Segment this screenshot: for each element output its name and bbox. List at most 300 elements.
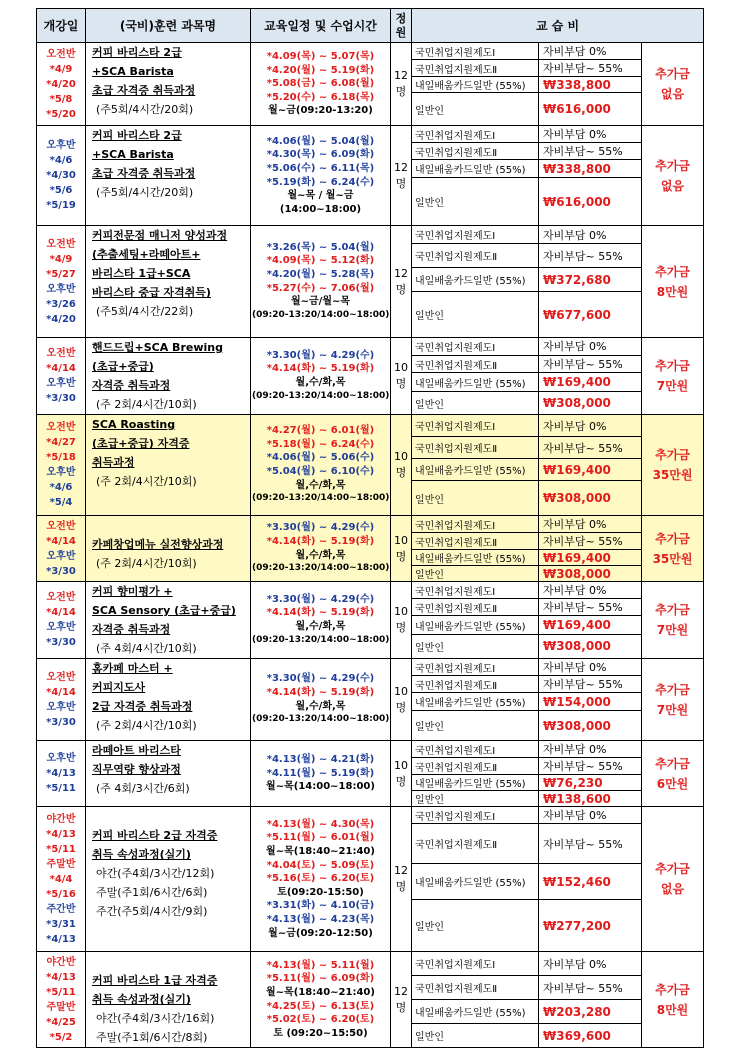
capacity xyxy=(391,415,412,516)
course-name-line: 커피 바리스타 1급 자격증 xyxy=(92,974,218,987)
start-dates xyxy=(37,338,86,415)
table-row xyxy=(37,338,704,356)
course-name-line: 카페창업메뉴 실전향상과정 xyxy=(92,538,224,551)
fee-amount: 자비부담 0% xyxy=(539,741,642,758)
extra-fee-line: 추가금 xyxy=(655,603,690,617)
fee-category: 국민취업지원제도Ⅱ xyxy=(412,60,539,77)
start-date: *4/13 xyxy=(46,933,76,945)
course-schedule xyxy=(251,43,391,126)
course-name-line: 직무역량 향상과정 xyxy=(92,763,181,776)
start-dates xyxy=(37,516,86,582)
header-course-name: (국비)훈련 과목명 xyxy=(86,9,251,43)
capacity xyxy=(391,582,412,659)
course-name xyxy=(86,807,251,952)
fee-amount: 자비부담 0% xyxy=(539,952,642,976)
fee-amount: 자비부담 0% xyxy=(539,43,642,60)
capacity-number: 10 xyxy=(394,533,408,547)
schedule-line: *4.20(월) ~ 5.19(화) xyxy=(266,64,375,76)
extra-fee-line: 추가금 xyxy=(655,756,690,771)
schedule-line: *4.11(월) ~ 5.19(화) xyxy=(266,767,375,779)
start-date: *4/6 xyxy=(49,482,73,493)
fee-category: 국민취업지원제도Ⅱ xyxy=(412,599,539,616)
course-name xyxy=(86,516,251,582)
extra-fee xyxy=(642,582,704,659)
extra-fee xyxy=(642,415,704,516)
start-date: *3/30 xyxy=(46,565,76,577)
course-name-line: (초급+중급) 자격증 xyxy=(92,437,190,450)
capacity-number: 10 xyxy=(394,758,408,772)
table-row xyxy=(37,659,704,676)
start-date: *4/9 xyxy=(49,253,73,265)
capacity-number: 12 xyxy=(394,69,408,82)
course-name-line: (주5회/4시간/20회) xyxy=(96,186,194,199)
schedule-line: *5.11(월) ~ 6.09(화) xyxy=(266,973,375,985)
extra-fee-line: 추가금 xyxy=(655,862,690,876)
schedule-line: *4.20(월) ~ 5.28(목) xyxy=(266,268,375,280)
fee-amount: 자비부담 0% xyxy=(539,226,642,244)
start-date: *5/16 xyxy=(46,888,76,900)
course-name-line: 바리스타 1급+SCA xyxy=(92,267,191,280)
fee-category: 내일배움카드일반 (55%) xyxy=(412,459,539,481)
schedule-line: *5.16(토) ~ 6.20(토) xyxy=(266,873,375,885)
start-date: *4/25 xyxy=(46,1016,76,1028)
fee-category: 내일배움카드일반 (55%) xyxy=(412,550,539,566)
table-row xyxy=(37,415,704,437)
start-date: *3/31 xyxy=(46,918,76,930)
fee-category: 국민취업지원제도Ⅰ xyxy=(412,952,539,976)
start-dates xyxy=(37,126,86,226)
schedule-line: *5.04(월) ~ 6.10(수) xyxy=(266,466,375,477)
course-name-line: (주 4회/3시간/6회) xyxy=(96,782,190,795)
extra-fee-line: 추가금 xyxy=(655,531,690,546)
fee-category: 국민취업지원제도Ⅱ xyxy=(412,676,539,693)
fee-category: 일반인 xyxy=(412,392,539,415)
fee-amount: ₩76,230 xyxy=(539,775,642,791)
schedule-line: *5.19(화) ~ 6.24(수) xyxy=(266,176,375,188)
schedule-line: *4.25(토) ~ 6.13(토) xyxy=(266,1000,375,1012)
fee-category: 국민취업지원제도Ⅱ xyxy=(412,143,539,160)
fee-category: 국민취업지원제도Ⅰ xyxy=(412,582,539,599)
course-name-line: (주5회/4시간/22회) xyxy=(96,305,194,318)
extra-fee-line: 없음 xyxy=(660,87,685,101)
schedule-line: *3.26(목) ~ 5.04(월) xyxy=(266,241,375,253)
extra-fee-line: 추가금 xyxy=(655,982,690,997)
course-name-line: (주5회/4시간/20회) xyxy=(96,103,194,116)
capacity-unit: 명 xyxy=(395,880,407,893)
fee-category: 국민취업지원제도Ⅱ xyxy=(412,355,539,373)
fee-amount: 자비부담 0% xyxy=(539,126,642,143)
schedule-line: *4.27(월) ~ 6.01(월) xyxy=(266,425,375,437)
table-row xyxy=(37,807,704,824)
start-date: *3/30 xyxy=(46,393,76,404)
schedule-line: (14:00~18:00) xyxy=(279,203,362,215)
course-name-line: SCA Sensory (초급+중급) xyxy=(92,604,236,617)
start-dates xyxy=(37,43,86,126)
course-name-line: 주말(주1회/6시간/8회) xyxy=(96,1031,208,1044)
extra-fee xyxy=(642,338,704,415)
fee-amount: ₩308,000 xyxy=(539,392,642,415)
table-row xyxy=(37,952,704,976)
fee-category: 내일배움카드일반 (55%) xyxy=(412,77,539,93)
header-start-date: 개강일 xyxy=(37,9,86,43)
fee-amount: 자비부담 0% xyxy=(539,582,642,599)
schedule-line: 월,수/화,목 xyxy=(295,549,346,561)
fee-amount: ₩616,000 xyxy=(539,93,642,126)
course-name xyxy=(86,952,251,1048)
schedule-line: *5.11(월) ~ 6.01(월) xyxy=(266,832,375,844)
course-name-line: 초급 자격증 취득과정 xyxy=(92,167,196,180)
fee-amount: ₩169,400 xyxy=(539,459,642,481)
capacity-number: 12 xyxy=(394,266,408,280)
capacity-unit: 명 xyxy=(395,774,407,788)
course-name-line: +SCA Barista xyxy=(92,148,174,161)
course-name xyxy=(86,415,251,516)
start-date: 야간반 xyxy=(46,813,76,825)
extra-fee xyxy=(642,659,704,741)
start-date: *5/11 xyxy=(46,986,76,998)
capacity-number: 10 xyxy=(394,684,408,698)
start-date: *4/14 xyxy=(46,535,76,547)
course-name-line: 커피 향미평가 + xyxy=(92,585,173,598)
start-date: 오전반 xyxy=(46,238,76,250)
extra-fee xyxy=(642,807,704,952)
schedule-line: *5.20(수) ~ 6.18(목) xyxy=(266,91,375,103)
capacity-unit: 명 xyxy=(395,700,407,714)
start-date: 오후반 xyxy=(46,622,76,633)
fee-amount: 자비부담~ 55% xyxy=(539,533,642,550)
start-date: 오후반 xyxy=(46,550,76,562)
start-date: *4/14 xyxy=(46,363,76,374)
course-name-line: 야간(주4회/3시간/16회) xyxy=(96,1012,215,1025)
fee-amount: ₩169,400 xyxy=(539,616,642,634)
schedule-line: (09:20-13:20/14:00~18:00) xyxy=(252,563,390,574)
course-name xyxy=(86,43,251,126)
capacity-number: 12 xyxy=(394,984,408,998)
fee-category: 내일배움카드일반 (55%) xyxy=(412,160,539,178)
start-date: 오전반 xyxy=(46,348,76,359)
fee-amount: 자비부담 0% xyxy=(539,807,642,824)
fee-category: 내일배움카드일반 (55%) xyxy=(412,1000,539,1024)
start-date: *4/13 xyxy=(46,768,76,779)
fee-amount: ₩154,000 xyxy=(539,693,642,711)
course-name-line: 취득과정 xyxy=(92,456,135,469)
start-date: *4/20 xyxy=(46,78,76,90)
course-name-line: 홈카페 마스터 + xyxy=(92,662,173,675)
extra-fee-line: 추가금 xyxy=(655,158,690,173)
course-name-line: 자격증 취득과정 xyxy=(92,623,171,636)
course-name-line: 바리스타 중급 자격취득) xyxy=(92,286,211,299)
extra-fee-line: 8만원 xyxy=(656,284,689,299)
course-name-line: 핸드드립+SCA Brewing xyxy=(92,341,223,354)
course-name-line: 야간(주4회/3시간/12회) xyxy=(96,867,215,880)
schedule-line: 월~금/월~목 xyxy=(290,296,351,308)
start-date: *5/20 xyxy=(46,108,76,120)
extra-fee xyxy=(642,126,704,226)
capacity-number: 10 xyxy=(394,450,408,463)
fee-amount: ₩169,400 xyxy=(539,373,642,392)
schedule-line: 월,수/화,목 xyxy=(295,700,346,712)
extra-fee-line: 35만원 xyxy=(652,468,693,482)
extra-fee-line: 없음 xyxy=(660,178,685,193)
table-row xyxy=(37,582,704,599)
extra-fee xyxy=(642,741,704,807)
fee-category: 국민취업지원제도Ⅰ xyxy=(412,659,539,676)
schedule-line: *5.18(월) ~ 6.24(수) xyxy=(266,438,375,450)
fee-amount: 자비부담 0% xyxy=(539,338,642,356)
course-name-line: 주간(주5회/4시간/9회) xyxy=(96,905,208,918)
extra-fee-line: 추가금 xyxy=(655,67,690,81)
schedule-line: *4.14(화) ~ 5.19(화) xyxy=(266,607,375,619)
course-name-line: (초급+중급) xyxy=(92,360,154,373)
start-dates xyxy=(37,741,86,807)
course-name-line: SCA Roasting xyxy=(92,418,176,431)
schedule-line: *4.13(월) ~ 4.30(목) xyxy=(266,818,375,830)
fee-amount: ₩169,400 xyxy=(539,550,642,566)
capacity xyxy=(391,741,412,807)
fee-category: 내일배움카드일반 (55%) xyxy=(412,268,539,292)
fee-amount: 자비부담~ 55% xyxy=(539,758,642,775)
schedule-line: *3.31(화) ~ 4.10(금) xyxy=(266,900,375,912)
start-date: 오후반 xyxy=(46,140,76,151)
fee-amount: 자비부담~ 55% xyxy=(539,143,642,160)
start-date: 오전반 xyxy=(46,520,76,532)
start-date: *4/14 xyxy=(46,607,76,618)
capacity-unit: 명 xyxy=(395,176,407,190)
start-date: *5/2 xyxy=(49,1031,73,1043)
start-date: 오전반 xyxy=(46,592,76,603)
course-name-line: (주 2회/4시간/10회) xyxy=(96,398,197,411)
course-name-line: 커피지도사 xyxy=(92,681,146,694)
course-schedule-document xyxy=(36,8,703,1048)
fee-category: 일반인 xyxy=(412,711,539,741)
capacity xyxy=(391,659,412,741)
schedule-line: 월,수/화,목 xyxy=(295,621,346,632)
schedule-line: *4.13(월) ~ 4.23(목) xyxy=(266,913,375,925)
table-header-row xyxy=(37,9,704,43)
fee-amount: ₩616,000 xyxy=(539,178,642,226)
extra-fee-line: 추가금 xyxy=(655,264,690,279)
schedule-line: *4.14(화) ~ 5.19(화) xyxy=(266,535,375,547)
capacity-unit: 명 xyxy=(395,549,407,563)
fee-category: 일반인 xyxy=(412,900,539,952)
fee-category: 일반인 xyxy=(412,1024,539,1048)
start-date: *4/20 xyxy=(46,313,76,325)
capacity-number: 10 xyxy=(394,605,408,618)
fee-amount: 자비부담~ 55% xyxy=(539,676,642,693)
schedule-line: 월~목(14:00~18:00) xyxy=(266,781,375,793)
fee-amount: ₩677,600 xyxy=(539,292,642,338)
course-name-line: 초급 자격증 취득과정 xyxy=(92,84,196,97)
start-date: *4/13 xyxy=(46,971,76,983)
fee-amount: ₩152,460 xyxy=(539,864,642,900)
start-date: *4/14 xyxy=(46,686,76,698)
fee-amount: 자비부담~ 55% xyxy=(539,60,642,77)
course-table xyxy=(36,8,704,1048)
capacity xyxy=(391,516,412,582)
course-name-line: 커피 바리스타 2급 자격증 xyxy=(92,829,218,842)
table-row xyxy=(37,126,704,143)
schedule-line: (09:20-13:20/14:00~18:00) xyxy=(252,390,390,401)
capacity xyxy=(391,126,412,226)
fee-amount: ₩308,000 xyxy=(539,566,642,582)
course-schedule xyxy=(251,582,391,659)
capacity-unit: 명 xyxy=(395,1000,407,1014)
start-date: *4/9 xyxy=(49,63,73,75)
capacity-unit: 명 xyxy=(395,621,407,634)
course-schedule xyxy=(251,741,391,807)
fee-amount: ₩203,280 xyxy=(539,1000,642,1024)
schedule-line: *3.30(월) ~ 4.29(수) xyxy=(266,349,375,361)
course-name-line: 커피전문점 매니저 양성과정 xyxy=(92,229,228,242)
capacity-unit: 명 xyxy=(395,85,407,98)
start-dates xyxy=(37,582,86,659)
table-row xyxy=(37,516,704,533)
fee-amount: ₩308,000 xyxy=(539,711,642,741)
schedule-line: (09:20-13:20/14:00~18:00) xyxy=(252,493,390,504)
start-dates xyxy=(37,659,86,741)
course-name-line: (주 2회/4시간/10회) xyxy=(96,475,197,488)
schedule-line: *4.14(화) ~ 5.19(화) xyxy=(266,686,375,698)
fee-amount: 자비부담~ 55% xyxy=(539,599,642,616)
schedule-line: 월~금(09:20-12:50) xyxy=(268,927,373,939)
course-schedule xyxy=(251,516,391,582)
fee-amount: ₩338,800 xyxy=(539,160,642,178)
capacity-number: 10 xyxy=(394,361,408,374)
start-date: *5/8 xyxy=(49,93,73,105)
schedule-line: 토(09:20-15:50) xyxy=(277,886,364,898)
schedule-line: 월~목 / 월~금 xyxy=(287,190,354,202)
schedule-line: *4.30(목) ~ 6.09(화) xyxy=(266,149,375,161)
extra-fee-line: 35만원 xyxy=(652,551,693,566)
fee-category: 국민취업지원제도Ⅱ xyxy=(412,758,539,775)
start-date: *3/30 xyxy=(46,637,76,648)
capacity xyxy=(391,952,412,1048)
fee-category: 국민취업지원제도Ⅰ xyxy=(412,338,539,356)
start-date: *5/6 xyxy=(49,185,73,196)
course-schedule xyxy=(251,415,391,516)
course-name-line: +SCA Barista xyxy=(92,65,174,78)
extra-fee xyxy=(642,43,704,126)
fee-category: 국민취업지원제도Ⅰ xyxy=(412,415,539,437)
schedule-line: (09:20-13:20/14:00~18:00) xyxy=(252,634,390,645)
start-date: *3/30 xyxy=(46,716,76,728)
start-date: 오후반 xyxy=(46,283,76,295)
extra-fee-line: 추가금 xyxy=(655,448,690,462)
start-date: 오전반 xyxy=(46,422,76,433)
start-dates xyxy=(37,415,86,516)
fee-amount: ₩369,600 xyxy=(539,1024,642,1048)
start-date: *4/6 xyxy=(49,155,73,166)
capacity xyxy=(391,807,412,952)
course-name-line: 취득 속성과정(실기) xyxy=(92,993,191,1006)
header-schedule: 교육일정 및 수업시간 xyxy=(251,9,391,43)
start-date: 오후반 xyxy=(46,753,76,764)
fee-amount: ₩277,200 xyxy=(539,900,642,952)
course-name-line: (주 2회/4시간/10회) xyxy=(96,557,197,570)
fee-category: 국민취업지원제도Ⅰ xyxy=(412,43,539,60)
fee-amount: ₩308,000 xyxy=(539,634,642,658)
schedule-line: *4.13(월) ~ 5.11(월) xyxy=(266,959,375,971)
start-date: 야간반 xyxy=(46,956,76,968)
start-date: *5/11 xyxy=(46,783,76,794)
start-date: 오후반 xyxy=(46,467,76,478)
schedule-line: *4.06(월) ~ 5.06(수) xyxy=(266,452,375,464)
schedule-line: *4.13(월) ~ 4.21(화) xyxy=(266,754,375,766)
extra-fee-line: 7만원 xyxy=(656,379,689,393)
course-name-line: 주말(주1회/6시간/6회) xyxy=(96,886,208,899)
table-body xyxy=(37,43,704,1048)
course-name-line: (추출세팅+라떼아트+ xyxy=(92,248,201,261)
fee-category: 국민취업지원제도Ⅰ xyxy=(412,226,539,244)
extra-fee-line: 7만원 xyxy=(656,702,689,717)
fee-category: 내일배움카드일반 (55%) xyxy=(412,373,539,392)
fee-category: 일반인 xyxy=(412,178,539,226)
course-name xyxy=(86,126,251,226)
course-schedule xyxy=(251,659,391,741)
fee-category: 일반인 xyxy=(412,481,539,516)
schedule-line: 토 (09:20~15:50) xyxy=(273,1027,368,1039)
start-date: *5/27 xyxy=(46,268,76,280)
start-date: 오후반 xyxy=(46,701,76,713)
extra-fee xyxy=(642,516,704,582)
fee-category: 국민취업지원제도Ⅰ xyxy=(412,807,539,824)
schedule-line: (09:20-13:20/14:00~18:00) xyxy=(252,309,390,320)
course-schedule xyxy=(251,126,391,226)
fee-category: 일반인 xyxy=(412,566,539,582)
capacity-number: 12 xyxy=(394,160,408,174)
extra-fee-line: 7만원 xyxy=(656,623,689,637)
extra-fee xyxy=(642,226,704,338)
schedule-line: *4.06(월) ~ 5.04(월) xyxy=(266,135,375,147)
table-row xyxy=(37,226,704,244)
start-date: *4/27 xyxy=(46,437,76,448)
fee-category: 일반인 xyxy=(412,634,539,658)
fee-category: 국민취업지원제도Ⅱ xyxy=(412,976,539,1000)
course-schedule xyxy=(251,807,391,952)
schedule-line: *4.09(목) ~ 5.07(목) xyxy=(266,51,375,63)
schedule-line: *3.30(월) ~ 4.29(수) xyxy=(266,593,375,605)
start-date: 오전반 xyxy=(46,48,76,60)
start-date: *4/30 xyxy=(46,170,76,181)
capacity-unit: 명 xyxy=(395,377,407,390)
fee-category: 국민취업지원제도Ⅱ xyxy=(412,437,539,459)
schedule-line: *5.02(토) ~ 6.20(토) xyxy=(266,1014,375,1026)
schedule-line: *5.08(금) ~ 6.08(월) xyxy=(266,78,375,90)
schedule-line: (09:20-13:20/14:00~18:00) xyxy=(252,714,390,725)
header-tuition: 교 습 비 xyxy=(412,9,704,43)
start-date: *4/4 xyxy=(49,873,73,885)
course-name-line: (주 4회/4시간/10회) xyxy=(96,642,197,655)
start-date: *3/26 xyxy=(46,298,76,310)
start-date: 오후반 xyxy=(46,378,76,389)
fee-category: 국민취업지원제도Ⅱ xyxy=(412,533,539,550)
fee-category: 일반인 xyxy=(412,791,539,807)
fee-amount: 자비부담 0% xyxy=(539,659,642,676)
capacity-number: 12 xyxy=(394,864,408,877)
schedule-line: *3.30(월) ~ 4.29(수) xyxy=(266,673,375,685)
fee-amount: 자비부담~ 55% xyxy=(539,976,642,1000)
fee-category: 국민취업지원제도Ⅰ xyxy=(412,126,539,143)
extra-fee-line: 6만원 xyxy=(656,776,689,791)
fee-amount: 자비부담~ 55% xyxy=(539,824,642,864)
schedule-line: *5.06(수) ~ 6.11(목) xyxy=(266,162,375,174)
start-dates xyxy=(37,807,86,952)
table-row xyxy=(37,43,704,60)
fee-category: 국민취업지원제도Ⅱ xyxy=(412,824,539,864)
start-date: 주간반 xyxy=(46,903,76,915)
schedule-line: 월~목(18:40~21:40) xyxy=(266,846,375,858)
extra-fee-line: 추가금 xyxy=(655,359,690,373)
